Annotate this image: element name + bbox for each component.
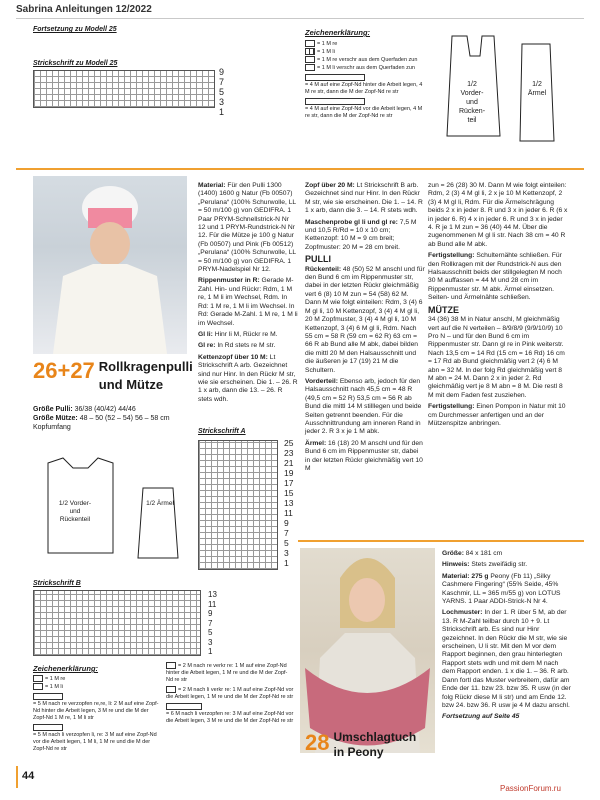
sketch-label-sleeve-26: 1/2 Ärmel: [146, 500, 174, 507]
legend-bottom-col1: [33, 675, 161, 753]
cross-right-symbol: [166, 662, 176, 669]
model-number: 26+27: [33, 358, 95, 383]
section-heading-muetze: MÜTZE: [428, 304, 459, 315]
page-header: Sabrina Anleitungen 12/2022: [16, 4, 152, 15]
purl-symbol: [33, 683, 43, 690]
sketch-label-sleeve: 1/2 Ärmel: [527, 81, 547, 97]
watermark: PassionForum.ru: [500, 784, 561, 793]
row-number: 13: [284, 498, 294, 508]
row-number: 11: [284, 508, 293, 518]
knit-symbol: [33, 675, 43, 682]
pattern-column-3: [305, 182, 425, 476]
row-number: 23: [284, 448, 294, 458]
sketch-label-body-26: 1/2 Vorder- und Rückenteil: [58, 500, 92, 523]
legend-top-title: Zeichenerklärung:: [305, 28, 371, 37]
chart-25-row-numbers: [219, 67, 224, 117]
row-number: 7: [284, 528, 289, 538]
photo-model-26: [33, 176, 187, 354]
legend-item: = 1 M re verschr aus dem Querfaden zun: [305, 56, 425, 64]
row-number: 5: [284, 538, 289, 548]
paragraph: Rückenteil: 48 (50) 52 M anschl und für den Bund 6 cm im Rippenmuster str, dabei in der letzten Rückr gleichmäßig vert 6 (8) 10 M zun = 54 (58) 62 M. Dann M wie folgt einteilen: Rdm, 3 (4) 6 M gl li, 10 M Kettenzopf, 3 (4) 4 M gl li, 20 M Zopfmuster, 3 (4) 4 M gl li, 10 M Kettenzopf, 3 (4) 6 M gl li, Rdm. Nach 55 cm = 58 R (59 cm = 62 R) 63 cm = 66 R ab Bund alle M abk, dabei bilden die mittl 20 M den Halsausschnitt und die äußeren je 17 (19) 21 M die Schultern.: [305, 265, 425, 374]
row-number: 1: [208, 647, 213, 656]
pattern-column-28: [442, 550, 572, 725]
increase-purl-symbol: [305, 64, 315, 71]
legend-item: = 1 M li verschr aus dem Querfaden zun: [305, 64, 425, 72]
model-number: 28: [305, 730, 330, 755]
chart-b-label: Strickschrift B: [33, 580, 81, 587]
cable-six-symbol: [166, 703, 202, 710]
row-number: 9: [208, 609, 213, 618]
paragraph: Hinweis: Stets zweifädig str.: [442, 561, 528, 569]
cross-left-symbol: [166, 686, 176, 693]
legend-item: = 5 M nach li verzopfen li, re: 3 M auf eine Zopf-Nd vor die Arbeit legen, 1 M li, 1 M re und die M der Zopf-Nd re str: [33, 724, 161, 753]
row-number: 17: [284, 478, 294, 488]
row-number: 9: [219, 67, 225, 77]
paragraph: Zopf über 20 M: Lt Strickschrift B arb. Gezeichnet sind nur Hinr. In den Rückr M str, wie sie erscheinen. Die 1. – 14. R 1 x arb, dann die 3. – 14. R stets wdh.: [305, 182, 423, 215]
sketch-label-body: 1/2 Vorder- und Rücken- teil: [458, 81, 486, 124]
row-number: 1: [284, 558, 289, 568]
legend-item: = 1 M re: [33, 675, 161, 683]
paragraph: zun = 26 (28) 30 M. Dann M wie folgt einteilen: Rdm, 2 (3) 4 M gl li, 2 x je 10 M Kettenzopf, 2 (3) 4 M gl li, Rdm. Für die Ärmelschrägung beids 2 x in jeder 8. R und 3 x in jeder 6. R (6 x in jeder 6. R) 4 x in jeder 6. R und 3 x in jeder 4. R je 1 M zun = 36 (40) 44 M. Über die zugenommenen M gl li str. Nach 38 cm = 40 R ab Bund alle M abk.: [428, 182, 568, 248]
paragraph: Vorderteil: Ebenso arb, jedoch für den Halsausschnitt nach 45,5 cm = 48 R (49,5 cm = 52 R) 53,5 cm = 56 R ab Bund die mittl 14 M stilllegen und beide Seiten getrennt beenden. Für die Ausschnittrundung am inneren Rand in jeder 2. R 3 x je 1 M abk.: [305, 377, 422, 436]
continuation-note: Fortsetzung zu Modell 25: [33, 26, 117, 33]
row-number: 21: [284, 458, 294, 468]
increase-symbol: [305, 56, 315, 63]
section-heading-pulli: PULLI: [305, 254, 331, 265]
header-rule: [16, 18, 584, 19]
section-divider: [16, 168, 584, 170]
paragraph: Größe: 84 x 181 cm: [442, 550, 503, 557]
model-title: Umschlagtuch in Peony: [333, 730, 417, 759]
footer-bar: [16, 766, 18, 788]
paragraph: Lochmuster: In der 1. R über 5 M, ab der 13. R M-Zahl teilbar durch 10 + 9. Lt Strickschrift arb. Es sind nur Hinr gezeichnet. In den Rückr die M str, wie sie erscheinen, U li str. Mit den M vor dem Rapport beginnen, den grau hinterlegten Rapport stets wdh und mit dem M nach dem Rapport enden. 1 x die 1. – 36. R arb. Dann fortl das Muster verbreitem, dafür am Ende der 11. bzw 23. bzw 35. R usw (in der folg Rückr diese M li str) und am Ende 12. bzw 24. bzw 36. R usw je 4 M dazu anschl.: [442, 609, 571, 709]
legend-item: = 1 M li: [33, 683, 161, 691]
model-26-title-block: [33, 358, 193, 394]
legend-item: = 2 M nach re verkr re: 1 M auf eine Zopf-Nd hinter die Arbeit legen, 1 M re und die M der Zopf-Nd re str: [166, 662, 288, 683]
legend-item: = 1 M re: [305, 40, 425, 48]
knitting-chart-25: [33, 70, 215, 108]
row-number: 5: [208, 628, 213, 637]
paragraph: 34 (36) 38 M in Natur anschl, M gleichmäßig vert auf die N verteilen – 8/9/8/9 (9/9/10/9) 10 Pro N – und für den Bund 6 cm im Rippenmuster str. Dann gl re in Pink weiterstr. Nach 13,5 cm = 14 Rd (15 cm = 16 Rd) 16 cm = 17 Rd ab Bund gleichmäßig vert 2 (4) 6 M abn = 32 M. In der folg Rd gleichmäßig vert 8 M abn = 24 M. Dann 2 x in jeder 2. Rd gleichmäßig vert je 8 M abn = 8 M. Die restl 8 M mit dem Faden fest zusziehen.: [428, 316, 565, 399]
paragraph: Maschenprobe gl li und gl re: 7,5 M und 10,5 R/Rd = 10 x 10 cm; Kettenzopf: 10 M = 9 cm breit; Zopfmuster: 20 M = 28 cm breit.: [305, 218, 417, 251]
row-number: 15: [284, 488, 294, 498]
row-number: 9: [284, 518, 289, 528]
row-number: 3: [284, 548, 289, 558]
cable-left-symbol: [33, 724, 63, 731]
purl-symbol: [305, 48, 315, 55]
legend-bottom-title: Zeichenerklärung:: [33, 664, 99, 673]
chart-b-row-numbers: [208, 590, 217, 657]
photo-model-28: [300, 548, 435, 753]
knitting-chart-b: [33, 590, 201, 656]
cable-back-symbol: [305, 74, 365, 81]
page-number: 44: [22, 770, 35, 782]
legend-item: = 2 M nach li verkr re: 1 M auf eine Zopf-Nd vor die Arbeit legen, 1 M re und die M der Zopf-Nd re str: [166, 686, 294, 700]
model-title: Rollkragenpulli und Mütze: [98, 359, 193, 392]
row-number: 13: [208, 590, 217, 599]
paragraph: Material: 275 g Peony (Fb 11) „Silky Cashmere Fingering“ (55% Seide, 45% Kaschmir, LL = 365 m/55 g) von LOTUS YARNS. 1 Paar ADDI-Strick-N Nr 4.: [442, 572, 561, 606]
section-divider: [298, 540, 584, 542]
paragraph: Gl re: In Rd stets re M str.: [198, 342, 276, 350]
cable-right-symbol: [33, 693, 63, 700]
pattern-column-2: [198, 182, 298, 407]
row-number: 25: [284, 438, 294, 448]
paragraph: Kettenzopf über 10 M: Lt Strickschrift A arb. Gezeichnet sind nur Hinr. In den Rückr M str, wie sie erscheinen. Die 1. – 26. R 1 x arb, dann die 13. – 26. R stets wdh.: [198, 353, 298, 403]
legend-item: = 4 M auf eine Zopf-Nd hinter die Arbeit legen, 4 M re str, dann die M der Zopf-Nd re str: [305, 74, 425, 96]
paragraph: Ärmel: 16 (18) 20 M anschl und für den Bund 6 cm im Rippenmuster str, dabei in der letzten Rückr gleichmäßig vert 10 M: [305, 439, 423, 472]
paragraph: Material: Für den Pulli 1300 (1400) 1600 g Natur (Fb 00507) „Perulana“ (100% Schurwolle, LL = 50 m/100 g) von GEDIFRA. 1 Paar PRYM-Schnellstrick-N Nr 12 und 1 PRYM-Rundstrick-N Nr 12. Für die Mütze je 100 g Natur (Fb 00507) und Pink (Fb 00512) „Perulana“ (100% Schurwolle, LL = 50 m/100 g) von GEDIFRA. 1 PRYM-Nadelspiel Nr 12.: [198, 182, 296, 274]
paragraph: Fertigstellung: Einen Pompon in Natur mit 10 cm Durchmesser anfertigen und an der Mützenspitze anbringen.: [428, 403, 566, 427]
row-number: 7: [208, 618, 213, 628]
row-number: 19: [284, 468, 294, 478]
row-number: 1: [219, 107, 225, 117]
knitting-chart-a: [198, 440, 278, 570]
model-28-title-block: [305, 730, 435, 760]
legend-bottom-col2: [166, 662, 294, 725]
legend-item: = 6 M nach li verzopfen re: 3 M auf eine Zopf-Nd vor die Arbeit legen, 3 M re und die M der Zopf-Nd re str: [166, 703, 294, 725]
row-number: 5: [219, 87, 225, 97]
size-info: Größe Pulli: 36/38 (40/42) 44/46 Größe Mütze: 48 – 50 (52 – 54) 56 – 58 cm Kopfumfang: [33, 406, 170, 431]
cable-front-symbol: [305, 98, 365, 105]
row-number: 3: [219, 97, 225, 107]
legend-item: = 1 M li: [305, 48, 425, 56]
knit-symbol: [305, 40, 315, 47]
paragraph: Fertigstellung: Schulternähte schließen. Für den Rollkragen mit der Rundstrick-N aus den Halsausschnitt beids der stillgelegten M noch 30 M auffassen = 44 M und 28 cm im Rippenmuster str. M abk. Ärmel einsetzen. Seiten- und Ärmelnähte schließen.: [428, 252, 562, 302]
chart-25-label: Strickschrift zu Modell 25: [33, 60, 118, 67]
continuation-link[interactable]: Fortsetzung auf Seite 45: [442, 713, 520, 721]
chart-a-label: Strickschrift A: [198, 428, 246, 435]
pattern-column-4: [428, 182, 568, 431]
row-number: 3: [208, 637, 213, 647]
legend-item: = 5 M nach re verzopfen re,re, li: 2 M auf eine Zopf-Nd hinter die Arbeit legen, 3 M re und die M der Zopf-Nd 1 M re, 1 M li str: [33, 693, 161, 722]
paragraph: Gl li: Hinr li M, Rückr re M.: [198, 330, 278, 338]
chart-a-row-numbers: [284, 438, 293, 568]
row-number: 11: [208, 599, 217, 609]
paragraph: Rippenmuster in R: Gerade M-Zahl. Hin- und Rückr: Rdm, 1 M re, 1 M li im Wechsel, Rdm. In Rd: 1 M re, 1 M li im Wechsel. In Rd: Gerade M-Zahl. 1 M re, 1 M li im Wechsel.: [198, 277, 298, 327]
legend-item: = 4 M auf eine Zopf-Nd vor die Arbeit legen, 4 M re str, dann die M der Zopf-Nd re str: [305, 98, 425, 120]
row-number: 7: [219, 77, 225, 87]
legend-top: [305, 40, 425, 120]
